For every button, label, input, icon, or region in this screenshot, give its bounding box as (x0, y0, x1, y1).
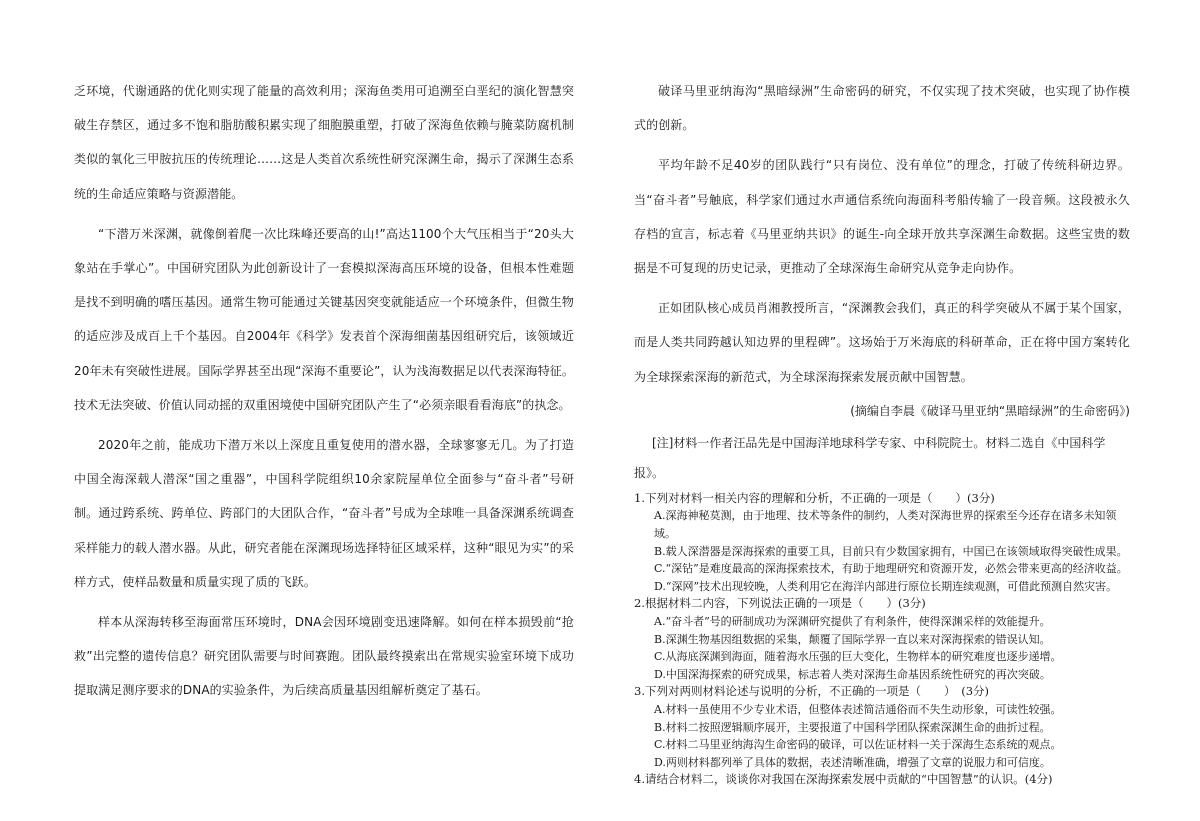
left-paragraph-4: 样本从深海转移至海面常压环境时，DNA会因环境剧变迅速降解。如何在样本损毁前“抢救”出完整的遗传信息？研究团队需要与时间赛跑。团队最终摸索出在常规实验室环境下成功提取满足测序要求的DNA的实验条件，为后续高质量基因组解析奠定了基石。 (74, 615, 574, 698)
right-paragraph-2: 平均年龄不足40岁的团队践行“只有岗位、没有单位”的理念，打破了传统科研边界。当“奋斗者”号触底，科学家们通过水声通信系统向海面科考船传输了一段音频。这段被永久存档的宣言，标志着《马里亚纳共识》的诞生-向全球开放共享深渊生命数据。这些宝贵的数据是不可复现的历史记录，更推动了全球深海生命研究从竞争走向协作。 (634, 158, 1130, 276)
material-note: [注]材料一作者汪品先是中国海洋地球科学专家、中科院院士。材料二选自《中国科学报》。 (634, 435, 1106, 480)
option-d: D.“深网”技术出现较晚，人类利用它在海洋内部进行原位长期连续观测，可借此预测自然灾害。 (654, 579, 1118, 593)
question-list (634, 490, 1130, 789)
option-b: B.深渊生物基因组数据的采集，颠覆了国际学界一直以来对深海探索的错误认知。 (654, 632, 1051, 646)
question-stem: 2.根据材料二内容，下列说法正确的一项是（ ）(3分) (634, 596, 926, 611)
option-b: B.载人深潜器是深海探索的重要工具，目前只有少数国家拥有，中国已在该领域取得突破性成果。 (654, 544, 1128, 558)
question-3 (634, 683, 1130, 771)
left-column (74, 74, 574, 708)
option-d: D.两则材料都列举了具体的数据，表述清晰准确，增强了文章的说服力和可信度。 (654, 755, 1051, 769)
question-2 (634, 595, 1130, 683)
option-a: A.“奋斗者”号的研制成功为深渊研究提供了有利条件，使得深渊采样的效能提升。 (654, 614, 1051, 628)
source-citation: (摘编自李晨《破译马里亚纳“黑暗绿洲”的生命密码》) (850, 403, 1130, 418)
question-stem: 4.请结合材料二，谈谈你对我国在深海探索发展中贡献的“中国智慧”的认识。(4分) (634, 772, 1053, 787)
option-c: C.从海底深渊到海面，随着海水压强的巨大变化，生物样本的研究难度也逐步递增。 (654, 650, 1062, 664)
option-b: B.材料二按照逻辑顺序展开，主要报道了中国科学团队探索深渊生命的曲折过程。 (654, 720, 1051, 734)
option-a: A.深海神秘莫测，由于地理、技术等条件的制约，人类对深海世界的探索至今还存在诸多未知领域。 (654, 509, 1117, 541)
question-4 (634, 771, 1130, 789)
question-stem: 1.下列对材料一相关内容的理解和分析，不正确的一项是（ ）(3分) (634, 490, 995, 505)
right-column (634, 74, 1130, 789)
question-1 (634, 490, 1130, 596)
option-c: C.材料二马里亚纳海沟生命密码的破译，可以佐证材料一关于深海生态系统的观点。 (654, 738, 1062, 752)
right-paragraph-3: 正如团队核心成员肖湘教授所言，“深渊教会我们，真正的科学突破从不属于某个国家，而是人类共同跨越认知边界的里程碑”。这场始于万米海底的科研革命，正在将中国方案转化为全球探索深海的新范式，为全球深海探索发展贡献中国智慧。 (634, 301, 1130, 384)
right-paragraph-1: 破译马里亚纳海沟“黑暗绿洲”生命密码的研究，不仅实现了技术突破，也实现了协作模式的创新。 (634, 84, 1130, 133)
option-a: A.材料一虽使用不少专业术语，但整体表述简洁通俗而不失生动形象，可读性较强。 (654, 702, 1062, 716)
left-paragraph-2: “下潜万米深渊，就像倒着爬一次比珠峰还要高的山!”高达1100个大气压相当于“20头大象站在手掌心”。中国研究团队为此创新设计了一套模拟深海高压环境的设备，但根本性难题是找不到明确的嗜压基因。通常生物可能通过关键基因突变就能适应一个环境条件，但微生物的适应涉及成百上千个基因。自2004年《科学》发表首个深海细菌基因组研究后，该领域近20年未有突破性进展。国际学界甚至出现“深海不重要论”，认为浅海数据足以代表深海特征。技术无法突破、价值认同动摇的双重困境使中国研究团队产生了“必须亲眼看看海底”的执念。 (74, 226, 575, 412)
option-c: C.“深钻”是难度最高的深海探索技术，有助于地理研究和资源开发，必然会带来更高的经济收益。 (654, 562, 1128, 576)
option-d: D.中国深海探索的研究成果，标志着人类对深海生命基因系统性研究的再次突破。 (654, 667, 1051, 681)
question-stem: 3.下列对两则材料论述与说明的分析，不正确的一项是（ ） (3分) (634, 684, 990, 699)
left-paragraph-3: 2020年之前，能成功下潜万米以上深度且重复使用的潜水器，全球寥寥无几。为了打造中国全海深载人潜深“国之重器”，中国科学院组织10余家院屋单位全面参与“奋斗者”号研制。通过跨系统、跨单位、跨部门的大团队合作，“奋斗者”号成为全球唯一具备深渊系统调查采样能力的载人潜水器。从此，研究者能在深渊现场选择特征区域采样，这种“眼见为实”的采样方式，使样品数量和质量实现了质的飞跃。 (74, 438, 574, 589)
left-paragraph-1: 乏环境，代谢通路的优化则实现了能量的高效利用；深海鱼类用可追溯至白垩纪的演化智慧突破生存禁区，通过多不饱和脂肪酸积累实现了细胞膜重塑，打破了深海鱼依赖与腌菜防腐机制类似的氧化三甲胺抗压的传统理论……这是人类首次系统性研究深渊生命，揭示了深渊生态系统的生命适应策略与资源潜能。 (74, 84, 574, 201)
